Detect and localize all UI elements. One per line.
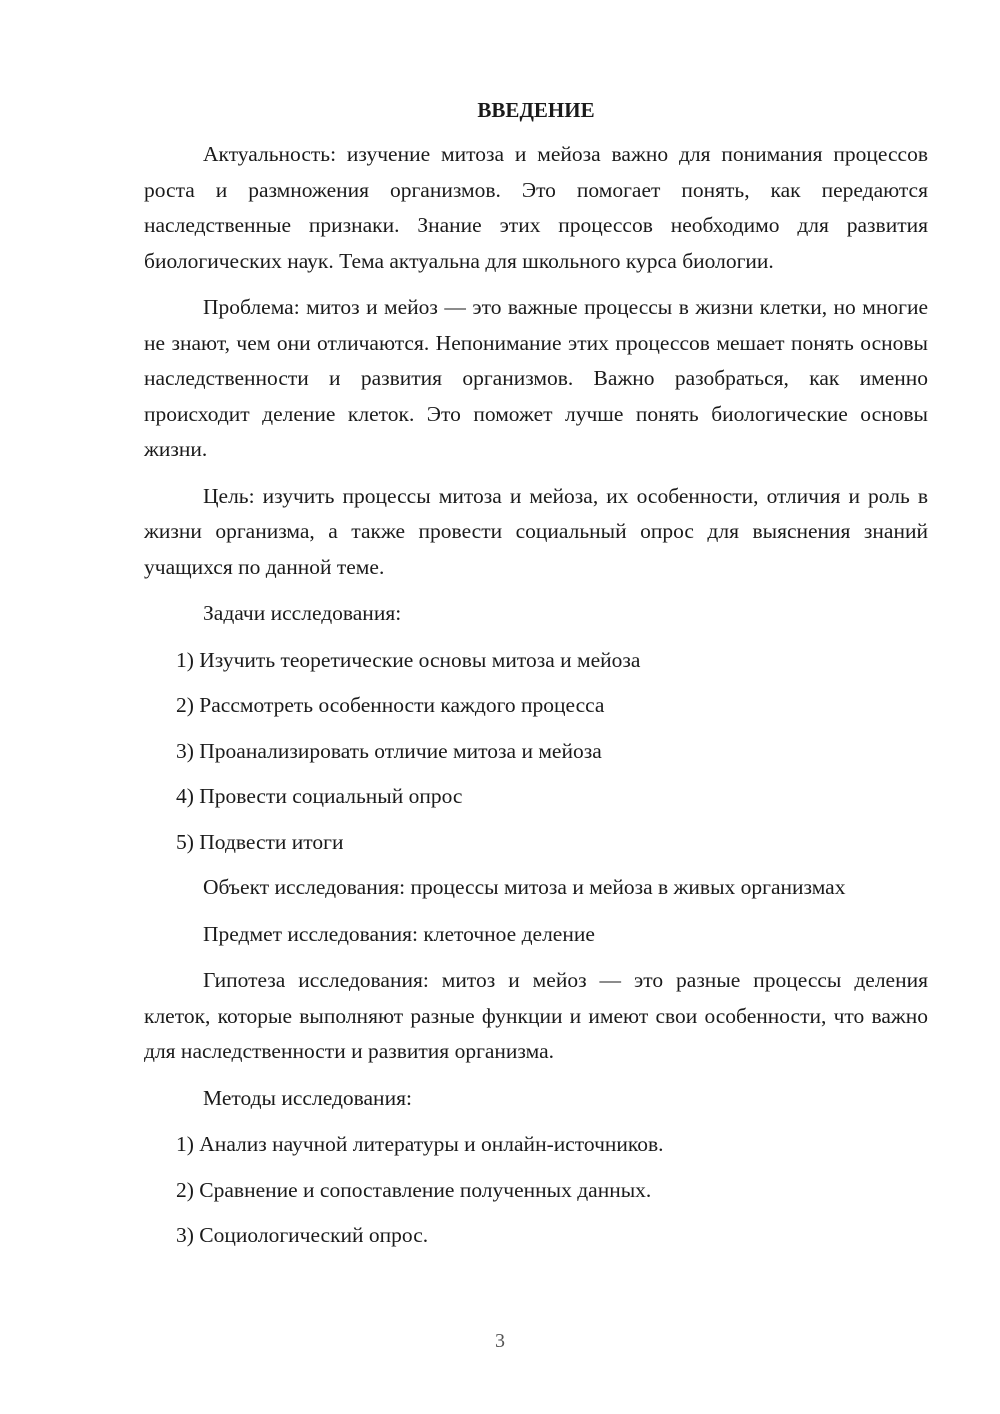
methods-heading: Методы исследования: (203, 1085, 412, 1110)
tasks-list (144, 643, 928, 861)
list-item: 5) Подвести итоги (176, 829, 344, 854)
list-item: 4) Провести социальный опрос (176, 784, 463, 808)
list-item: 2) Рассмотреть особенности каждого процесса (176, 693, 605, 717)
tasks-heading: Задачи исследования: (203, 601, 402, 625)
page-title: ВВЕДЕНИЕ (477, 98, 595, 122)
relevance-paragraph: Актуальность: изучение митоза и мейоза важно для понимания процессов роста и размножения организмов. Это помогает понять, как передаются наследственные признаки. Знание этих процессов необходимо для развития биологических наук. Тема актуальна для школьного курса биологии. (144, 142, 928, 273)
page-number: 3 (495, 1330, 505, 1352)
list-item: 3) Социологический опрос. (176, 1223, 429, 1247)
hypothesis-paragraph: Гипотеза исследования: митоз и мейоз — это разные процессы деления клеток, которые выполняют разные функции и имеют свои особенности, что важно для наследственности и развития организма. (144, 968, 928, 1063)
goal-paragraph: Цель: изучить процессы митоза и мейоза, их особенности, отличия и роль в жизни организма, а также провести социальный опрос для выяснения знаний учащихся по данной теме. (144, 483, 928, 579)
list-item: 1) Анализ научной литературы и онлайн-источников. (176, 1132, 664, 1156)
problem-paragraph: Проблема: митоз и мейоз — это важные процессы в жизни клетки, но многие не знают, чем они отличаются. Непонимание этих процессов мешает понять основы наследственности и развития организмов. Важно разобраться, как именно происходит деление клеток. Это поможет лучше понять биологические основы жизни. (144, 295, 928, 461)
object-paragraph: Объект исследования: процессы митоза и мейоза в живых организмах (203, 875, 846, 899)
subject-paragraph: Предмет исследования: клеточное деление (203, 921, 595, 946)
methods-list (144, 1127, 928, 1254)
list-item: 1) Изучить теоретические основы митоза и мейоза (176, 647, 641, 672)
document-page (144, 92, 928, 1264)
list-item: 2) Сравнение и сопоставление полученных данных. (176, 1177, 652, 1202)
list-item: 3) Проанализировать отличие митоза и мейоза (176, 738, 602, 763)
